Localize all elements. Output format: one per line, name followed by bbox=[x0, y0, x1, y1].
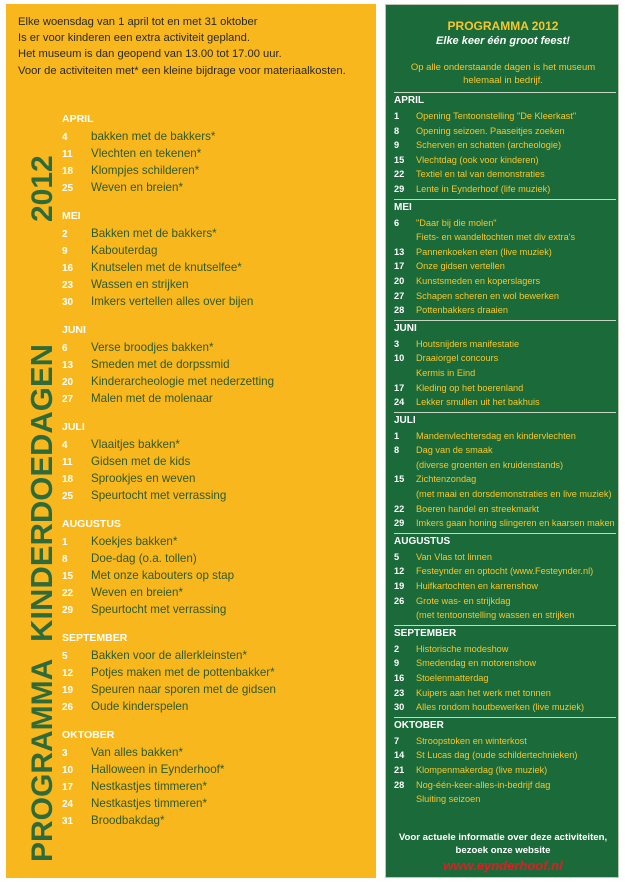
program-event-title: Kleding op het boerenland bbox=[416, 382, 524, 393]
program-event-title: Schapen scheren en wol bewerken bbox=[416, 290, 560, 301]
program-event-day: 2 bbox=[394, 643, 400, 654]
month-spacer bbox=[62, 196, 372, 208]
program-subtitle: Elke keer één groot feest! bbox=[436, 35, 570, 47]
program-event-day: 7 bbox=[394, 735, 400, 746]
program-event-row bbox=[394, 109, 616, 124]
program-month-heading: APRIL bbox=[394, 92, 616, 109]
program-month-block bbox=[394, 717, 616, 809]
program-event-title: Alles rondom houtbewerken (live muziek) bbox=[416, 702, 584, 713]
kids-event-day: 16 bbox=[62, 263, 74, 274]
program-event-day: 22 bbox=[394, 503, 405, 514]
kids-month-heading: JULI bbox=[62, 421, 85, 433]
kids-event-row bbox=[62, 487, 372, 504]
program-event-row bbox=[394, 337, 616, 352]
annual-program-list bbox=[394, 92, 616, 809]
kids-event-title: Bakken met de bakkers* bbox=[91, 227, 217, 240]
program-event-day: 27 bbox=[394, 290, 405, 301]
kids-event-title: Van alles bakken* bbox=[91, 746, 183, 759]
kids-event-title: Wassen en strijken bbox=[91, 278, 189, 291]
kids-event-day: 13 bbox=[62, 360, 74, 371]
kids-event-row bbox=[62, 698, 372, 715]
program-event-row bbox=[394, 395, 616, 410]
program-event-title: Imkers gaan honing slingeren en kaarsen maken bbox=[416, 518, 615, 529]
kids-event-row bbox=[62, 259, 372, 276]
program-event-day: 29 bbox=[394, 183, 405, 194]
kids-event-day: 17 bbox=[62, 782, 74, 793]
program-event-day: 14 bbox=[394, 750, 405, 761]
program-event-row bbox=[394, 429, 616, 444]
kids-event-row bbox=[62, 681, 372, 698]
program-event-row bbox=[394, 594, 616, 609]
program-event-day: 9 bbox=[394, 658, 400, 669]
program-event-row bbox=[394, 763, 616, 778]
program-event-title: Onze gidsen vertellen bbox=[416, 261, 505, 272]
month-spacer bbox=[62, 504, 372, 516]
program-event-row bbox=[394, 671, 616, 686]
program-event-row bbox=[394, 778, 616, 793]
kids-event-day: 4 bbox=[62, 132, 68, 143]
program-event-row bbox=[394, 303, 616, 318]
program-event-row bbox=[394, 642, 616, 657]
kids-event-row bbox=[62, 550, 372, 567]
kids-event-day: 3 bbox=[62, 748, 68, 759]
program-month-block bbox=[394, 199, 616, 320]
program-event-title: Opening seizoen. Paaseitjes zoeken bbox=[416, 125, 565, 136]
kids-event-day: 20 bbox=[62, 377, 74, 388]
program-footer bbox=[386, 831, 620, 875]
kids-event-title: Vlaaitjes bakken* bbox=[91, 438, 180, 451]
kids-event-day: 24 bbox=[62, 799, 74, 810]
kids-event-title: Smeden met de dorpssmid bbox=[91, 358, 230, 371]
program-event-title: Vlechtdag (ook voor kinderen) bbox=[416, 154, 539, 165]
program-event-row bbox=[394, 686, 616, 701]
program-event-day: 8 bbox=[394, 125, 400, 136]
kids-event-row bbox=[62, 339, 372, 356]
program-event-day: 5 bbox=[394, 551, 400, 562]
program-event-row bbox=[394, 216, 616, 231]
program-event-detail: (diverse groenten en kruidenstands) bbox=[416, 459, 564, 470]
program-event-day: 28 bbox=[394, 779, 405, 790]
vertical-title-kinderdoedagen: KINDERDOEDAGEN bbox=[24, 344, 59, 642]
month-spacer bbox=[62, 310, 372, 322]
kids-event-day: 25 bbox=[62, 183, 74, 194]
program-month-heading: AUGUSTUS bbox=[394, 533, 616, 550]
program-event-row bbox=[394, 579, 616, 594]
kids-event-day: 18 bbox=[62, 474, 74, 485]
program-event-title: Lente in Eynderhoof (life muziek) bbox=[416, 183, 551, 194]
program-event-day: 21 bbox=[394, 764, 405, 775]
program-event-title: Stoelenmatterdag bbox=[416, 673, 489, 683]
program-event-row bbox=[394, 167, 616, 182]
program-event-title: Pannenkoeken eten (live muziek) bbox=[416, 246, 552, 257]
program-event-title: Textiel en tal van demonstraties bbox=[416, 169, 545, 180]
program-event-title: Nog-één-keer-alles-in-bedrijf dag bbox=[416, 779, 551, 790]
kids-event-day: 30 bbox=[62, 297, 74, 308]
kids-event-title: Nestkastjes timmeren* bbox=[91, 797, 207, 810]
kids-event-title: Met onze kabouters op stap bbox=[91, 569, 235, 582]
program-event-day: 8 bbox=[394, 445, 400, 456]
program-event-row bbox=[394, 289, 616, 304]
program-event-row bbox=[394, 550, 616, 565]
program-event-day: 22 bbox=[394, 169, 405, 180]
kids-event-title: Speurtocht met verrassing bbox=[91, 489, 227, 502]
kids-event-day: 29 bbox=[62, 605, 74, 616]
program-event-day: 20 bbox=[394, 275, 405, 286]
footer-line: Voor actuele informatie over deze activiteiten, bbox=[398, 832, 608, 843]
program-event-row bbox=[394, 274, 616, 289]
month-spacer bbox=[394, 807, 616, 809]
kids-event-title: Halloween in Eynderhoof* bbox=[91, 763, 225, 776]
kids-event-day: 1 bbox=[62, 537, 68, 548]
program-event-day: 28 bbox=[394, 305, 405, 316]
kids-event-row bbox=[62, 812, 372, 829]
program-event-detail: (met tentoonstelling wassen en strijken bbox=[416, 610, 575, 621]
intro-line: Is er voor kinderen een extra activiteit gepland. bbox=[18, 32, 250, 45]
intro-text bbox=[18, 14, 370, 79]
program-event-row bbox=[394, 502, 616, 517]
kids-event-row bbox=[62, 128, 372, 145]
kids-event-row bbox=[62, 567, 372, 584]
kids-event-title: Koekjes bakken* bbox=[91, 535, 178, 548]
kids-event-day: 23 bbox=[62, 280, 74, 291]
program-event-day: 12 bbox=[394, 566, 405, 577]
kids-event-title: Bakken voor de allerkleinsten* bbox=[91, 649, 247, 662]
month-spacer bbox=[62, 618, 372, 630]
kids-event-title: Potjes maken met de pottenbakker* bbox=[91, 666, 275, 679]
program-event-row bbox=[394, 700, 616, 715]
program-month-heading: MEI bbox=[394, 199, 616, 216]
program-event-day: 6 bbox=[394, 217, 400, 228]
program-header bbox=[386, 19, 620, 49]
program-event-row bbox=[394, 124, 616, 139]
kids-month-block bbox=[62, 322, 372, 407]
kids-event-title: Broodbakdag* bbox=[91, 814, 165, 827]
kids-event-title: Gidsen met de kids bbox=[91, 455, 191, 468]
kids-event-title: Vlechten en tekenen* bbox=[91, 147, 202, 160]
kids-event-day: 31 bbox=[62, 816, 74, 827]
program-event-day: 17 bbox=[394, 261, 405, 272]
program-month-heading: JUNI bbox=[394, 320, 616, 337]
program-event-title: Kunstsmeden en koperslagers bbox=[416, 275, 541, 286]
program-event-row bbox=[394, 259, 616, 274]
kids-month-block bbox=[62, 727, 372, 829]
kids-month-heading: JUNI bbox=[62, 324, 86, 336]
program-event-title: Pottenbakkers draaien bbox=[416, 305, 508, 316]
kids-event-title: Speuren naar sporen met de gidsen bbox=[91, 683, 276, 696]
program-event-row bbox=[394, 472, 616, 487]
kids-event-row bbox=[62, 293, 372, 310]
intro-line: Het museum is dan geopend van 13.00 tot 17.00 uur. bbox=[18, 48, 282, 61]
kids-event-day: 6 bbox=[62, 343, 68, 354]
program-event-title: Grote was- en strijkdag bbox=[416, 595, 511, 606]
program-event-row bbox=[394, 245, 616, 260]
program-event-row bbox=[394, 564, 616, 579]
kids-event-title: Weven en breien* bbox=[91, 181, 183, 194]
kids-event-day: 15 bbox=[62, 571, 74, 582]
program-event-day: 1 bbox=[394, 111, 400, 121]
kids-event-row bbox=[62, 778, 372, 795]
kids-event-row bbox=[62, 179, 372, 196]
kids-event-day: 11 bbox=[62, 149, 73, 160]
kids-event-title: Weven en breien* bbox=[91, 586, 183, 599]
program-event-day: 26 bbox=[394, 595, 405, 606]
program-event-detail: (met maai en dorsdemonstraties en live muziek) bbox=[416, 489, 612, 500]
kids-event-day: 19 bbox=[62, 685, 74, 696]
program-event-row bbox=[394, 748, 616, 763]
kids-event-title: Imkers vertellen alles over bijen bbox=[91, 295, 254, 308]
program-event-title: Zichtenzondag bbox=[416, 474, 477, 485]
program-event-day: 23 bbox=[394, 687, 405, 698]
program-event-day: 17 bbox=[394, 382, 405, 393]
program-event-title: Van Vlas tot linnen bbox=[416, 551, 492, 562]
program-intro-line: Op alle onderstaande dagen is het museum bbox=[410, 62, 596, 73]
program-month-heading: SEPTEMBER bbox=[394, 625, 616, 642]
kids-event-row bbox=[62, 436, 372, 453]
kids-month-block bbox=[62, 111, 372, 196]
kids-month-block bbox=[62, 630, 372, 715]
program-event-day: 1 bbox=[394, 430, 400, 441]
program-month-block bbox=[394, 320, 616, 412]
program-event-title: Kuipers aan het werk met tonnen bbox=[416, 687, 551, 698]
program-event-title: Dag van de smaak bbox=[416, 445, 493, 456]
kids-event-row bbox=[62, 373, 372, 390]
kids-event-day: 26 bbox=[62, 702, 74, 713]
program-title: PROGRAMMA 2012 bbox=[447, 19, 559, 33]
kids-event-title: Kinderarcheologie met nederzetting bbox=[91, 375, 275, 388]
kids-event-day: 18 bbox=[62, 166, 74, 177]
program-event-row bbox=[394, 443, 616, 458]
kids-month-heading: APRIL bbox=[62, 113, 94, 125]
program-event-day: 15 bbox=[394, 474, 405, 485]
kids-event-row bbox=[62, 162, 372, 179]
month-spacer bbox=[62, 407, 372, 419]
program-event-detail: Sluiting seizoen bbox=[416, 794, 481, 805]
kids-event-row bbox=[62, 744, 372, 761]
kids-event-row bbox=[62, 470, 372, 487]
vertical-title-graphic bbox=[24, 118, 64, 862]
program-month-block bbox=[394, 92, 616, 199]
kids-event-title: Doe-dag (o.a. tollen) bbox=[91, 552, 197, 565]
kids-event-title: Verse broodjes bakken* bbox=[91, 341, 214, 354]
kids-event-day: 4 bbox=[62, 440, 68, 451]
kids-event-row bbox=[62, 390, 372, 407]
kids-event-row bbox=[62, 145, 372, 162]
kids-event-day: 12 bbox=[62, 668, 74, 679]
kids-event-title: Knutselen met de knutselfee* bbox=[91, 261, 242, 274]
program-event-day: 16 bbox=[394, 673, 405, 683]
program-event-detail: Kermis in Eind bbox=[416, 367, 476, 378]
kids-month-heading: OKTOBER bbox=[62, 729, 115, 741]
program-event-day: 24 bbox=[394, 397, 405, 408]
kids-event-day: 27 bbox=[62, 394, 74, 405]
website-link[interactable]: www.eynderhoof.nl bbox=[443, 858, 563, 873]
intro-line: Elke woensdag van 1 april tot en met 31 oktober bbox=[18, 16, 258, 28]
program-event-title: Smedendag en motorenshow bbox=[416, 658, 537, 669]
kids-event-title: bakken met de bakkers* bbox=[91, 130, 216, 143]
kids-event-row bbox=[62, 761, 372, 778]
annual-program-panel bbox=[385, 4, 619, 878]
kids-month-block bbox=[62, 516, 372, 618]
kids-event-row bbox=[62, 276, 372, 293]
program-event-day: 15 bbox=[394, 154, 405, 165]
program-event-day: 3 bbox=[394, 338, 400, 349]
kids-program-list bbox=[62, 111, 372, 829]
program-event-title: Opening Tentoonstelling "De Kleerkast" bbox=[416, 111, 577, 121]
kids-event-row bbox=[62, 601, 372, 618]
kids-month-block bbox=[62, 208, 372, 310]
program-month-block bbox=[394, 625, 616, 717]
program-event-title: Draaiorgel concours bbox=[416, 353, 499, 364]
program-event-detail: Fiets- en wandeltochten met div extra's bbox=[416, 232, 576, 243]
kids-event-day: 22 bbox=[62, 588, 74, 599]
kids-program-panel bbox=[6, 4, 376, 878]
kids-event-day: 9 bbox=[62, 246, 68, 257]
kids-event-title: Speurtocht met verrassing bbox=[91, 603, 227, 616]
vertical-title-year: 2012 bbox=[26, 155, 59, 222]
program-event-title: Historische modeshow bbox=[416, 643, 509, 654]
program-event-title: Festeynder en optocht (www.Festeynder.nl) bbox=[416, 566, 594, 577]
kids-event-row bbox=[62, 225, 372, 242]
program-event-row bbox=[394, 153, 616, 168]
kids-event-row bbox=[62, 533, 372, 550]
program-event-day: 30 bbox=[394, 702, 405, 713]
kids-event-row bbox=[62, 647, 372, 664]
kids-event-title: Oude kinderspelen bbox=[91, 700, 189, 713]
program-month-heading: OKTOBER bbox=[394, 717, 616, 734]
program-event-day: 13 bbox=[394, 246, 405, 257]
kids-event-day: 8 bbox=[62, 554, 68, 565]
kids-event-day: 25 bbox=[62, 491, 74, 502]
program-event-row bbox=[394, 381, 616, 396]
program-event-day: 19 bbox=[394, 581, 405, 592]
program-event-row bbox=[394, 516, 616, 531]
program-event-title: Lekker smullen uit het bakhuis bbox=[416, 397, 540, 408]
program-month-heading: JULI bbox=[394, 412, 616, 429]
kids-event-title: Kabouterdag bbox=[91, 244, 158, 257]
program-month-block bbox=[394, 533, 616, 625]
vertical-title bbox=[24, 118, 64, 862]
kids-event-title: Malen met de molenaar bbox=[91, 392, 213, 405]
program-event-row bbox=[394, 656, 616, 671]
kids-month-heading: AUGUSTUS bbox=[62, 518, 121, 530]
program-event-day: 9 bbox=[394, 140, 400, 151]
program-event-row bbox=[394, 182, 616, 197]
program-month-block bbox=[394, 412, 616, 533]
program-event-title: "Daar bij die molen" bbox=[416, 217, 497, 228]
program-intro bbox=[386, 61, 620, 87]
month-spacer bbox=[62, 715, 372, 727]
kids-event-title: Klompjes schilderen* bbox=[91, 164, 200, 177]
program-intro-line: helemaal in bedrijf. bbox=[463, 75, 543, 86]
program-event-title: St Lucas dag (oude schildertechnieken) bbox=[416, 750, 578, 761]
kids-month-heading: SEPTEMBER bbox=[62, 632, 128, 644]
program-event-row bbox=[394, 138, 616, 153]
kids-event-day: 10 bbox=[62, 765, 74, 776]
kids-month-heading: MEI bbox=[62, 210, 81, 222]
program-event-day: 10 bbox=[394, 353, 405, 364]
program-event-title: Scherven en schatten (archeologie) bbox=[416, 140, 562, 151]
kids-event-day: 11 bbox=[62, 457, 73, 468]
kids-month-block bbox=[62, 419, 372, 504]
footer-line: bezoek onze website bbox=[455, 845, 551, 856]
kids-event-title: Nestkastjes timmeren* bbox=[91, 780, 207, 793]
program-event-day: 29 bbox=[394, 518, 405, 529]
program-event-row bbox=[394, 351, 616, 366]
intro-line: Voor de activiteiten met* een kleine bijdrage voor materiaalkosten. bbox=[18, 64, 346, 77]
kids-event-row bbox=[62, 795, 372, 812]
program-event-title: Houtsnijders manifestatie bbox=[416, 338, 520, 349]
kids-event-row bbox=[62, 356, 372, 373]
kids-event-day: 5 bbox=[62, 651, 68, 662]
program-event-title: Mandenvlechtersdag en kindervlechten bbox=[416, 430, 576, 441]
program-event-title: Stroopstoken en winterkost bbox=[416, 735, 527, 746]
program-event-title: Huifkartochten en karrenshow bbox=[416, 581, 539, 592]
kids-event-row bbox=[62, 453, 372, 470]
program-event-title: Boeren handel en streekmarkt bbox=[416, 503, 540, 514]
kids-event-day: 2 bbox=[62, 229, 68, 240]
kids-event-row bbox=[62, 242, 372, 259]
vertical-title-programma: PROGRAMMA bbox=[26, 658, 59, 862]
program-event-title: Klompenmakerdag (live muziek) bbox=[416, 764, 548, 775]
kids-event-row bbox=[62, 664, 372, 681]
kids-event-row bbox=[62, 584, 372, 601]
kids-event-title: Sprookjes en weven bbox=[91, 472, 196, 485]
program-event-row bbox=[394, 734, 616, 749]
